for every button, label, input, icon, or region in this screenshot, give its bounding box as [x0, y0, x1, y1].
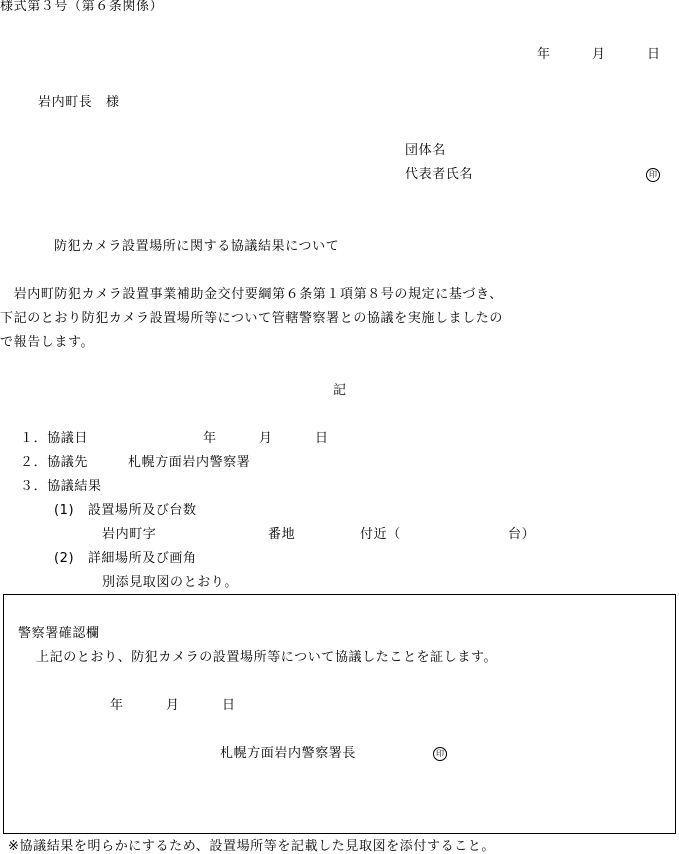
- addressee: 岩内町長 様: [38, 95, 120, 110]
- item-3-label: ３．協議結果: [20, 479, 102, 494]
- item-1-day: 日: [315, 431, 329, 446]
- sub-item-1-label: (1) 設置場所及び台数: [54, 503, 197, 518]
- sub-item-2-value: 別添見取図のとおり。: [102, 575, 239, 590]
- police-box-statement: 上記のとおり、防犯カメラの設置場所等について協議したことを証します。: [36, 650, 498, 665]
- sub-item-1-near: 付近（: [360, 527, 401, 542]
- item-2-value: 札幌方面岩内警察署: [128, 455, 251, 470]
- police-box-day: 日: [222, 698, 236, 713]
- item-2-label: ２．協議先: [20, 455, 89, 470]
- date-day-label: 日: [647, 47, 661, 62]
- item-1-label: １．協議日: [20, 431, 89, 446]
- item-1-month: 月: [259, 431, 273, 446]
- police-box-heading: 警察署確認欄: [18, 626, 100, 641]
- document-title: 防犯カメラ設置場所に関する協議結果について: [54, 239, 340, 254]
- sub-item-1-town: 岩内町字: [102, 527, 157, 542]
- form-number: 様式第３号（第６条関係）: [0, 0, 164, 14]
- date-year-label: 年: [537, 47, 551, 62]
- representative-name-label: 代表者氏名: [405, 167, 474, 182]
- body-line-2: 下記のとおり防犯カメラ設置場所等について管轄警察署との協議を実施しましたの: [0, 311, 503, 326]
- police-box-month: 月: [166, 698, 180, 713]
- date-month-label: 月: [592, 47, 606, 62]
- police-box-year: 年: [110, 698, 124, 713]
- item-1-year: 年: [203, 431, 217, 446]
- sub-item-1-banchi: 番地: [268, 527, 296, 542]
- ki-heading: 記: [333, 383, 347, 398]
- sub-item-2-label: (2) 詳細場所及び画角: [54, 551, 197, 566]
- police-seal-mark: 印: [433, 747, 447, 761]
- org-name-label: 団体名: [405, 143, 446, 158]
- footnote: ※協議結果を明らかにするため、設置場所等を記載した見取図を添付すること。: [8, 839, 495, 854]
- applicant-seal-mark: 印: [646, 168, 660, 182]
- body-line-3: で報告します。: [0, 335, 95, 350]
- police-chief-signer: 札幌方面岩内警察署長: [220, 746, 357, 761]
- body-line-1: 岩内町防犯カメラ設置事業補助金交付要綱第６条第１項第８号の規定に基づき、: [0, 287, 503, 302]
- police-confirmation-box: [3, 594, 676, 834]
- sub-item-1-units: 台）: [508, 527, 536, 542]
